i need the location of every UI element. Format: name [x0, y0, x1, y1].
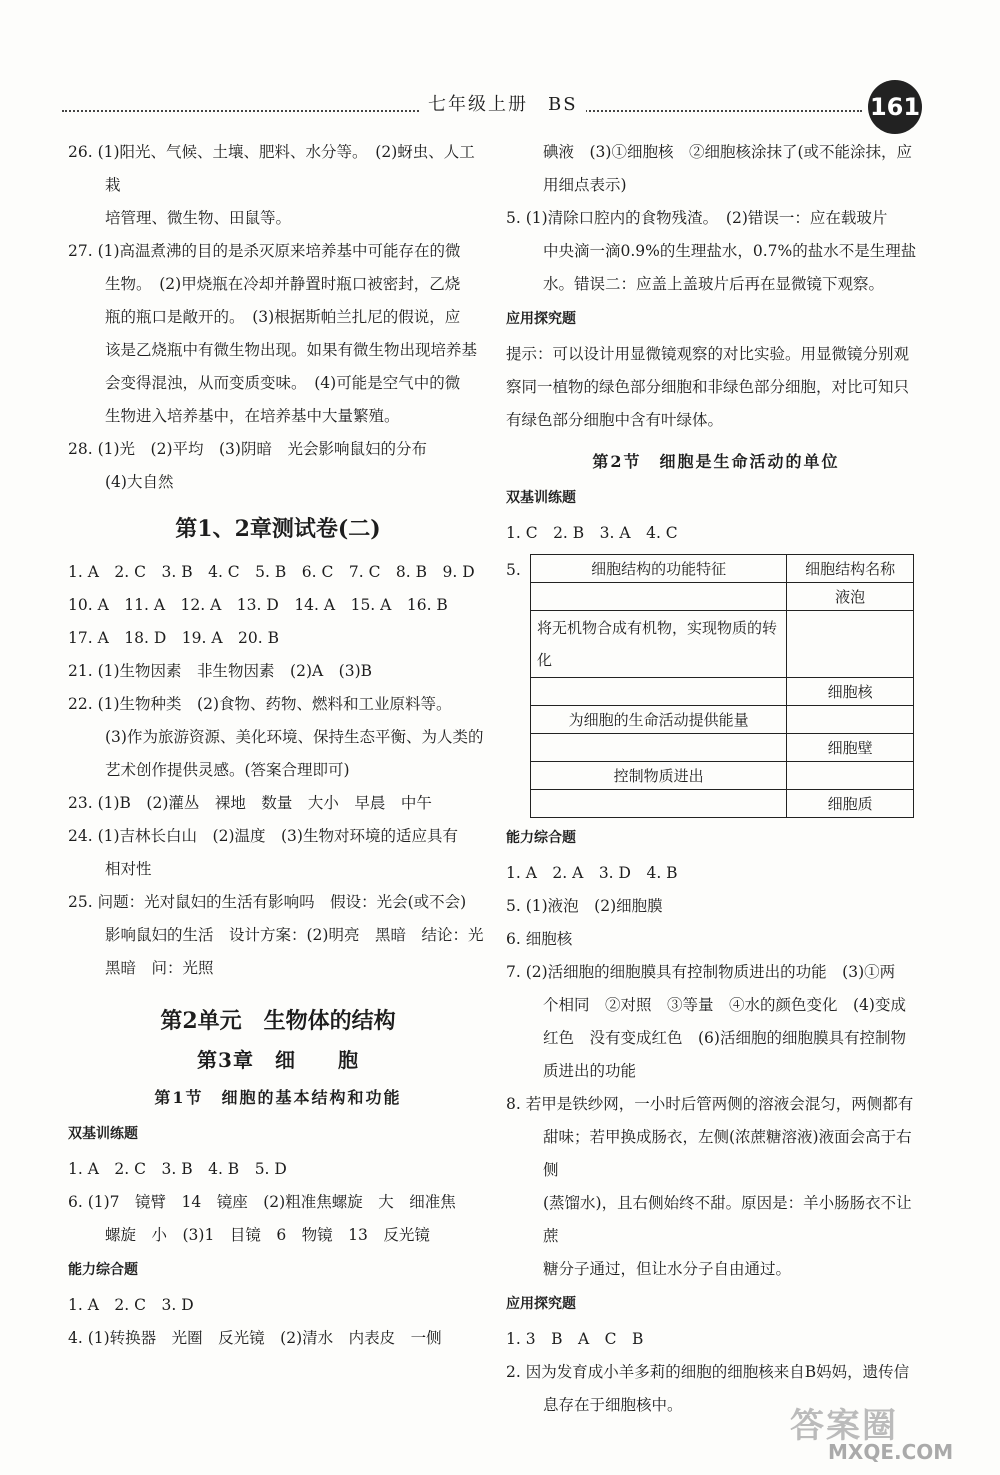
- answer-24-cont: 相对性: [105, 860, 152, 878]
- basic-answers-1: 1. A 2. C 3. B 4. B 5. D: [68, 1160, 287, 1178]
- section2-title: 第2节 细胞是生命活动的单位: [592, 452, 840, 471]
- answer-26: 26. (1)阳光、气候、土壤、肥料、水分等。 (2)蚜虫、人工栽: [68, 143, 475, 194]
- table-cell: 细胞壁: [787, 734, 914, 762]
- table-cell: [531, 790, 787, 818]
- table-cell: 细胞质: [787, 790, 914, 818]
- tip-line-3: 有绿色部分细胞中含有叶绿体。: [506, 411, 724, 429]
- table-row: [531, 678, 914, 706]
- answer-5-cont2: 水。错误二：应盖上盖玻片后再在显微镜下观察。: [543, 275, 885, 293]
- header-title: 七年级上册 BS: [420, 90, 586, 116]
- table-header-function: 细胞结构的功能特征: [531, 555, 787, 583]
- table-row: [531, 762, 914, 790]
- section2-answers-1: 1. C 2. B 3. A 4. C: [506, 524, 678, 542]
- answer-4-cont2: 用细点表示): [543, 176, 627, 194]
- table-cell: 为细胞的生命活动提供能量: [531, 706, 787, 734]
- answer-24: 24. (1)吉林长白山 (2)温度 (3)生物对环境的适应具有: [68, 827, 458, 845]
- ability2-answer-7: 7. (2)活细胞的细胞膜具有控制物质进出的功能 (3)①两: [506, 963, 896, 981]
- left-column: [68, 136, 488, 1355]
- ability2-answer-7-cont1: 个相同 ②对照 ③等量 ④水的颜色变化 (4)变成: [543, 996, 906, 1014]
- answer-27-cont2: 瓶的瓶口是敞开的。 (3)根据斯帕兰扎尼的假说，应: [105, 308, 461, 326]
- ability2-answer-8-cont3: 糖分子通过，但让水分子自由通过。: [543, 1260, 792, 1278]
- answer-5-table-block: [506, 554, 926, 818]
- mc-answers-2: 10. A 11. A 12. A 13. D 14. A 15. A 16. B: [68, 596, 448, 614]
- answer-22-cont2: 艺术创作提供灵感。(答案合理即可): [105, 761, 350, 779]
- answer-28: 28. (1)光 (2)平均 (3)阴暗 光会影响鼠妇的分布: [68, 440, 427, 458]
- answer-5: 5. (1)清除口腔内的食物残渣。 (2)错误一：应在载玻片: [506, 209, 888, 227]
- ability-answers-1: 1. A 2. C 3. D: [68, 1296, 194, 1314]
- explore-answer-1: 1. 3 B A C B: [506, 1330, 644, 1348]
- mc-answers-3: 17. A 18. D 19. A 20. B: [68, 629, 280, 647]
- table-cell: [787, 611, 914, 678]
- ability2-answer-7-cont2: 红色 没有变成红色 (6)活细胞的细胞膜具有控制物: [543, 1029, 906, 1047]
- mc-answers-1: 1. A 2. C 3. B 4. C 5. B 6. C 7. C 8. B 9. D: [68, 563, 475, 581]
- table-cell: 细胞核: [787, 678, 914, 706]
- ability2-answer-8-cont2: (蒸馏水)，且右侧始终不甜。原因是：羊小肠肠衣不让蔗: [543, 1194, 912, 1245]
- ability2-answer-8: 8. 若甲是铁纱网，一小时后管两侧的溶液会混匀，两侧都有: [506, 1095, 914, 1113]
- tip-line-2: 察同一植物的绿色部分细胞和非绿色部分细胞，对比可知只: [506, 378, 910, 396]
- label-application-2: 应用探究题: [506, 1296, 576, 1312]
- right-column: [506, 136, 926, 1422]
- watermark-url: MXQE.COM: [828, 1440, 954, 1464]
- watermark-logo: [790, 1398, 954, 1464]
- table-question-number: 5.: [506, 561, 521, 579]
- cell-structure-table: [530, 554, 914, 818]
- table-row: [531, 706, 914, 734]
- ability2-answer-7-cont3: 质进出的功能: [543, 1062, 637, 1080]
- ability2-answers-1: 1. A 2. A 3. D 4. B: [506, 864, 678, 882]
- ability2-answer-5: 5. (1)液泡 (2)细胞膜: [506, 897, 663, 915]
- tip-line-1: 提示：可以设计用显微镜观察的对比实验。用显微镜分别观: [506, 345, 910, 363]
- explore-answer-2-cont: 息存在于细胞核中。: [543, 1396, 683, 1414]
- table-row: [531, 583, 914, 611]
- answer-22: 22. (1)生物种类 (2)食物、药物、燃料和工业原料等。: [68, 695, 452, 713]
- answer-25: 25. 问题：光对鼠妇的生活有影响吗 假设：光会(或不会): [68, 893, 467, 911]
- table-header-name: 细胞结构名称: [787, 555, 914, 583]
- label-ability-2: 能力综合题: [506, 830, 576, 846]
- answer-5-cont1: 中央滴一滴0.9%的生理盐水，0.7%的盐水不是生理盐: [543, 242, 917, 260]
- table-row: [531, 611, 914, 678]
- basic-answer-6: 6. (1)7 镜臂 14 镜座 (2)粗准焦螺旋 大 细准焦: [68, 1193, 456, 1211]
- answer-27: 27. (1)高温煮沸的目的是杀灭原来培养基中可能存在的微: [68, 242, 461, 260]
- label-basic-training-2: 双基训练题: [506, 490, 576, 506]
- table-cell: 将无机物合成有机物，实现物质的转化: [531, 611, 787, 678]
- ability2-answer-6: 6. 细胞核: [506, 930, 573, 948]
- unit-title: 第2单元 生物体的结构: [160, 1008, 396, 1034]
- answer-27-cont5: 生物进入培养基中，在培养基中大量繁殖。: [105, 407, 400, 425]
- answer-26-cont: 培管理、微生物、田鼠等。: [105, 209, 292, 227]
- answer-28-cont: (4)大自然: [105, 473, 174, 491]
- section-title: 第1节 细胞的基本结构和功能: [154, 1088, 402, 1107]
- table-cell: [531, 678, 787, 706]
- watermark-text: 答案圈: [790, 1406, 898, 1446]
- table-cell: 液泡: [787, 583, 914, 611]
- table-cell: [787, 706, 914, 734]
- answer-25-cont2: 黑暗 问：光照: [105, 959, 214, 977]
- table-cell: [787, 762, 914, 790]
- table-row: [531, 790, 914, 818]
- table-row: [531, 555, 914, 583]
- label-ability: 能力综合题: [68, 1262, 138, 1278]
- answer-23: 23. (1)B (2)灌丛 裸地 数量 大小 早晨 中午: [68, 794, 432, 812]
- ability-answer-4: 4. (1)转换器 光圈 反光镜 (2)清水 内表皮 一侧: [68, 1329, 442, 1347]
- table-row: [531, 734, 914, 762]
- chapter-title: 第3章 细 胞: [197, 1048, 359, 1072]
- answer-27-cont4: 会变得混浊，从而变质变味。 (4)可能是空气中的微: [105, 374, 461, 392]
- ability2-answer-8-cont1: 甜味；若甲换成肠衣，左侧(浓蔗糖溶液)液面会高于右侧: [543, 1128, 912, 1179]
- page-number-badge: 161: [868, 80, 922, 134]
- answer-27-cont1: 生物。 (2)甲烧瓶在冷却并静置时瓶口被密封，乙烧: [105, 275, 461, 293]
- answer-27-cont3: 该是乙烧瓶中有微生物出现。如果有微生物出现培养基: [105, 341, 478, 359]
- table-cell: [531, 583, 787, 611]
- label-basic-training: 双基训练题: [68, 1126, 138, 1142]
- basic-answer-6-cont: 螺旋 小 (3)1 目镜 6 物镜 13 反光镜: [105, 1226, 430, 1244]
- explore-answer-2: 2. 因为发育成小羊多莉的细胞的细胞核来自B妈妈，遗传信: [506, 1363, 910, 1381]
- label-application: 应用探究题: [506, 311, 576, 327]
- answer-25-cont1: 影响鼠妇的生活 设计方案：(2)明亮 黑暗 结论：光: [105, 926, 484, 944]
- test-title: 第1、2章测试卷(二): [175, 516, 381, 542]
- answer-21: 21. (1)生物因素 非生物因素 (2)A (3)B: [68, 662, 373, 680]
- answer-4-cont1: 碘液 (3)①细胞核 ②细胞核涂抹了(或不能涂抹，应: [543, 143, 913, 161]
- table-cell: [531, 734, 787, 762]
- table-cell: 控制物质进出: [531, 762, 787, 790]
- answer-22-cont1: (3)作为旅游资源、美化环境、保持生态平衡、为人类的: [105, 728, 484, 746]
